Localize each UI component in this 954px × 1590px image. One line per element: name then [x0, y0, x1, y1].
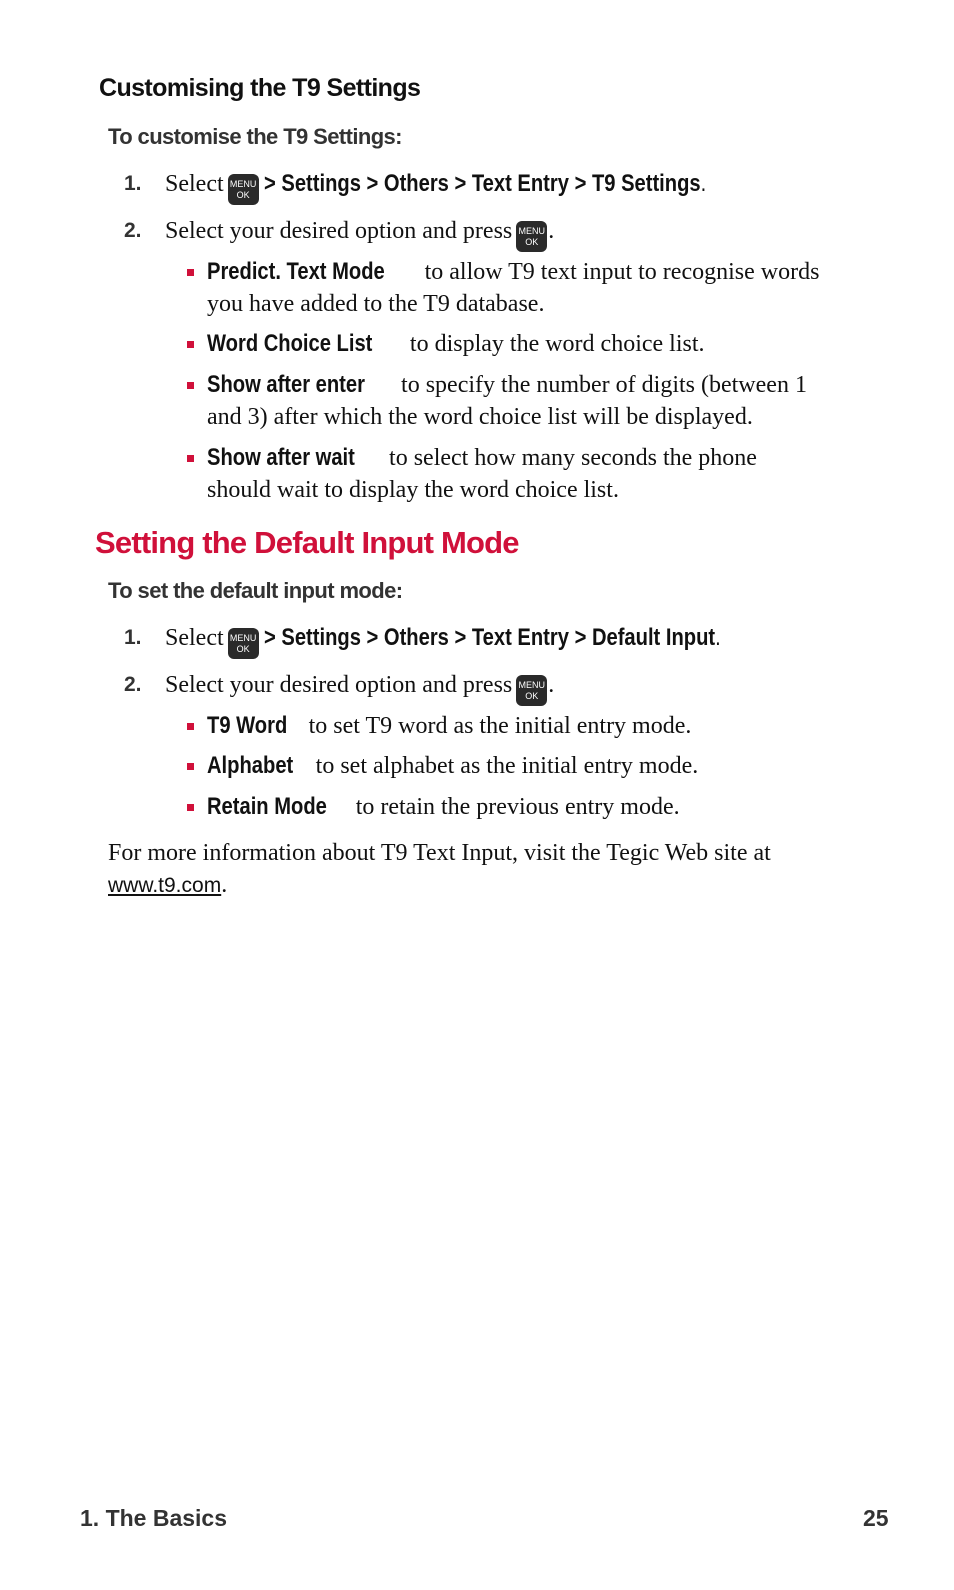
menu-ok-key-icon: MENU OK: [516, 675, 547, 706]
bullet-marker: [187, 763, 194, 770]
option-term: Word Choice List: [207, 330, 373, 357]
menu-path: > Settings > Others > Text Entry > T9 Settings.: [263, 170, 706, 197]
step-text: Select: [165, 171, 224, 197]
step-1-text: [165, 168, 790, 205]
step-1-text: Select MENU OK > Settings > Others > Text Entry > Default Input.: [165, 622, 807, 659]
procedure-subheading-input: To set the default input mode:: [108, 578, 403, 603]
bullet-marker: [187, 382, 194, 389]
bullet-item: Retain Mode to retain the previous entry mode.: [207, 791, 680, 823]
option-term: Retain Mode: [207, 793, 327, 820]
menu-ok-key-icon: MENU OK: [516, 221, 547, 252]
bullet-item: Show after enter to specify the number of digits (between 1 and 3) after which the word choice list will be displayed.: [207, 371, 807, 430]
option-term: Show after enter: [207, 371, 365, 398]
footer-chapter: 1. The Basics: [80, 1505, 228, 1531]
step-2-text: Select your desired option and press MENU OK .: [165, 669, 554, 706]
option-term: Show after wait: [207, 444, 355, 471]
bullet-item: Predict. Text Mode to allow T9 text input to recognise words you have added to the T9 database.: [207, 258, 820, 317]
option-term: Alphabet: [207, 752, 294, 779]
bullet-marker: [187, 455, 194, 462]
section-heading-default-input: Setting the Default Input Mode: [95, 525, 519, 560]
menu-path: > Settings > Others > Text Entry > Default Input.: [263, 624, 721, 651]
bullet-marker: [187, 804, 194, 811]
bullet-item: Alphabet to set alphabet as the initial entry mode.: [207, 750, 698, 782]
step-number: 1.: [124, 626, 142, 649]
bullet-item: Show after wait to select how many seconds the phone should wait to display the word choice list.: [207, 444, 757, 503]
bullet-marker: [187, 723, 194, 730]
bullet-marker: [187, 269, 194, 276]
procedure-subheading-t9: To customise the T9 Settings:: [108, 124, 402, 149]
section-heading-t9-settings: Customising the T9 Settings: [99, 74, 421, 102]
step-2-text: Select your desired option and press MENU OK .: [165, 215, 554, 252]
page-number: 25: [863, 1505, 889, 1531]
t9-website-link[interactable]: www.t9.com: [108, 874, 222, 897]
bullet-item: T9 Word to set T9 word as the initial entry mode.: [207, 710, 691, 742]
menu-ok-key-icon: MENU OK: [228, 628, 259, 659]
bullet-item: Word Choice List to display the word choice list.: [207, 328, 705, 360]
option-term: Predict. Text Mode: [207, 258, 385, 285]
bullet-marker: [187, 341, 194, 348]
option-term: T9 Word: [207, 712, 288, 739]
step-number: 2.: [124, 219, 142, 242]
step-number: 1.: [124, 172, 142, 195]
step-number: 2.: [124, 673, 142, 696]
menu-ok-key-icon: MENU OK: [228, 174, 259, 205]
info-paragraph: For more information about T9 Text Input, visit the Tegic Web site at www.t9.com.: [108, 840, 771, 898]
